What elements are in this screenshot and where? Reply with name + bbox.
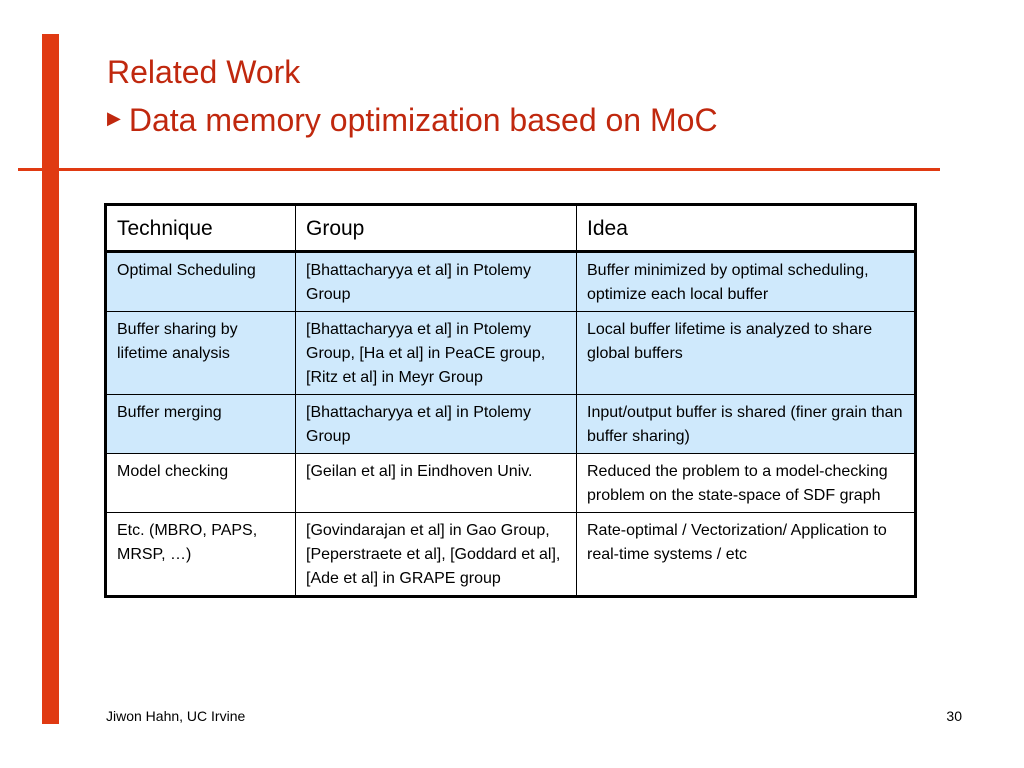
cell-idea: Input/output buffer is shared (finer grain than buffer sharing) [577,395,916,454]
triangle-bullet-icon: ▶ [107,108,121,128]
header-group: Group [296,205,577,252]
cell-technique: Buffer merging [106,395,296,454]
left-accent-bar [42,34,59,724]
table-header-row [106,205,916,252]
table-row [106,513,916,597]
cell-technique: Optimal Scheduling [106,252,296,312]
cell-group: [Bhattacharyya et al] in Ptolemy Group [296,252,577,312]
title-divider [18,168,940,171]
cell-idea: Buffer minimized by optimal scheduling, optimize each local buffer [577,252,916,312]
table-row [106,395,916,454]
cell-idea: Local buffer lifetime is analyzed to share global buffers [577,312,916,395]
cell-technique: Buffer sharing by lifetime analysis [106,312,296,395]
slide-subtitle [107,101,718,139]
table-row [106,312,916,395]
subtitle-text: Data memory optimization based on MoC [128,102,718,138]
table-row [106,454,916,513]
cell-group: [Bhattacharyya et al] in Ptolemy Group, [Ha et al] in PeaCE group, [Ritz et al] in Meyr Group [296,312,577,395]
cell-group: [Bhattacharyya et al] in Ptolemy Group [296,395,577,454]
footer-author: Jiwon Hahn, UC Irvine [106,708,246,724]
cell-idea: Reduced the problem to a model-checking problem on the state-space of SDF graph [577,454,916,513]
cell-group: [Govindarajan et al] in Gao Group, [Peperstraete et al], [Goddard et al], [Ade et al] in GRAPE group [296,513,577,597]
cell-technique: Etc. (MBRO, PAPS, MRSP, …) [106,513,296,597]
slide-title: Related Work [107,54,301,90]
table-row [106,252,916,312]
page-number: 30 [946,708,962,724]
cell-technique: Model checking [106,454,296,513]
header-technique: Technique [106,205,296,252]
related-work-table [104,203,917,598]
header-idea: Idea [577,205,916,252]
cell-group: [Geilan et al] in Eindhoven Univ. [296,454,577,513]
cell-idea: Rate-optimal / Vectorization/ Application to real-time systems / etc [577,513,916,597]
